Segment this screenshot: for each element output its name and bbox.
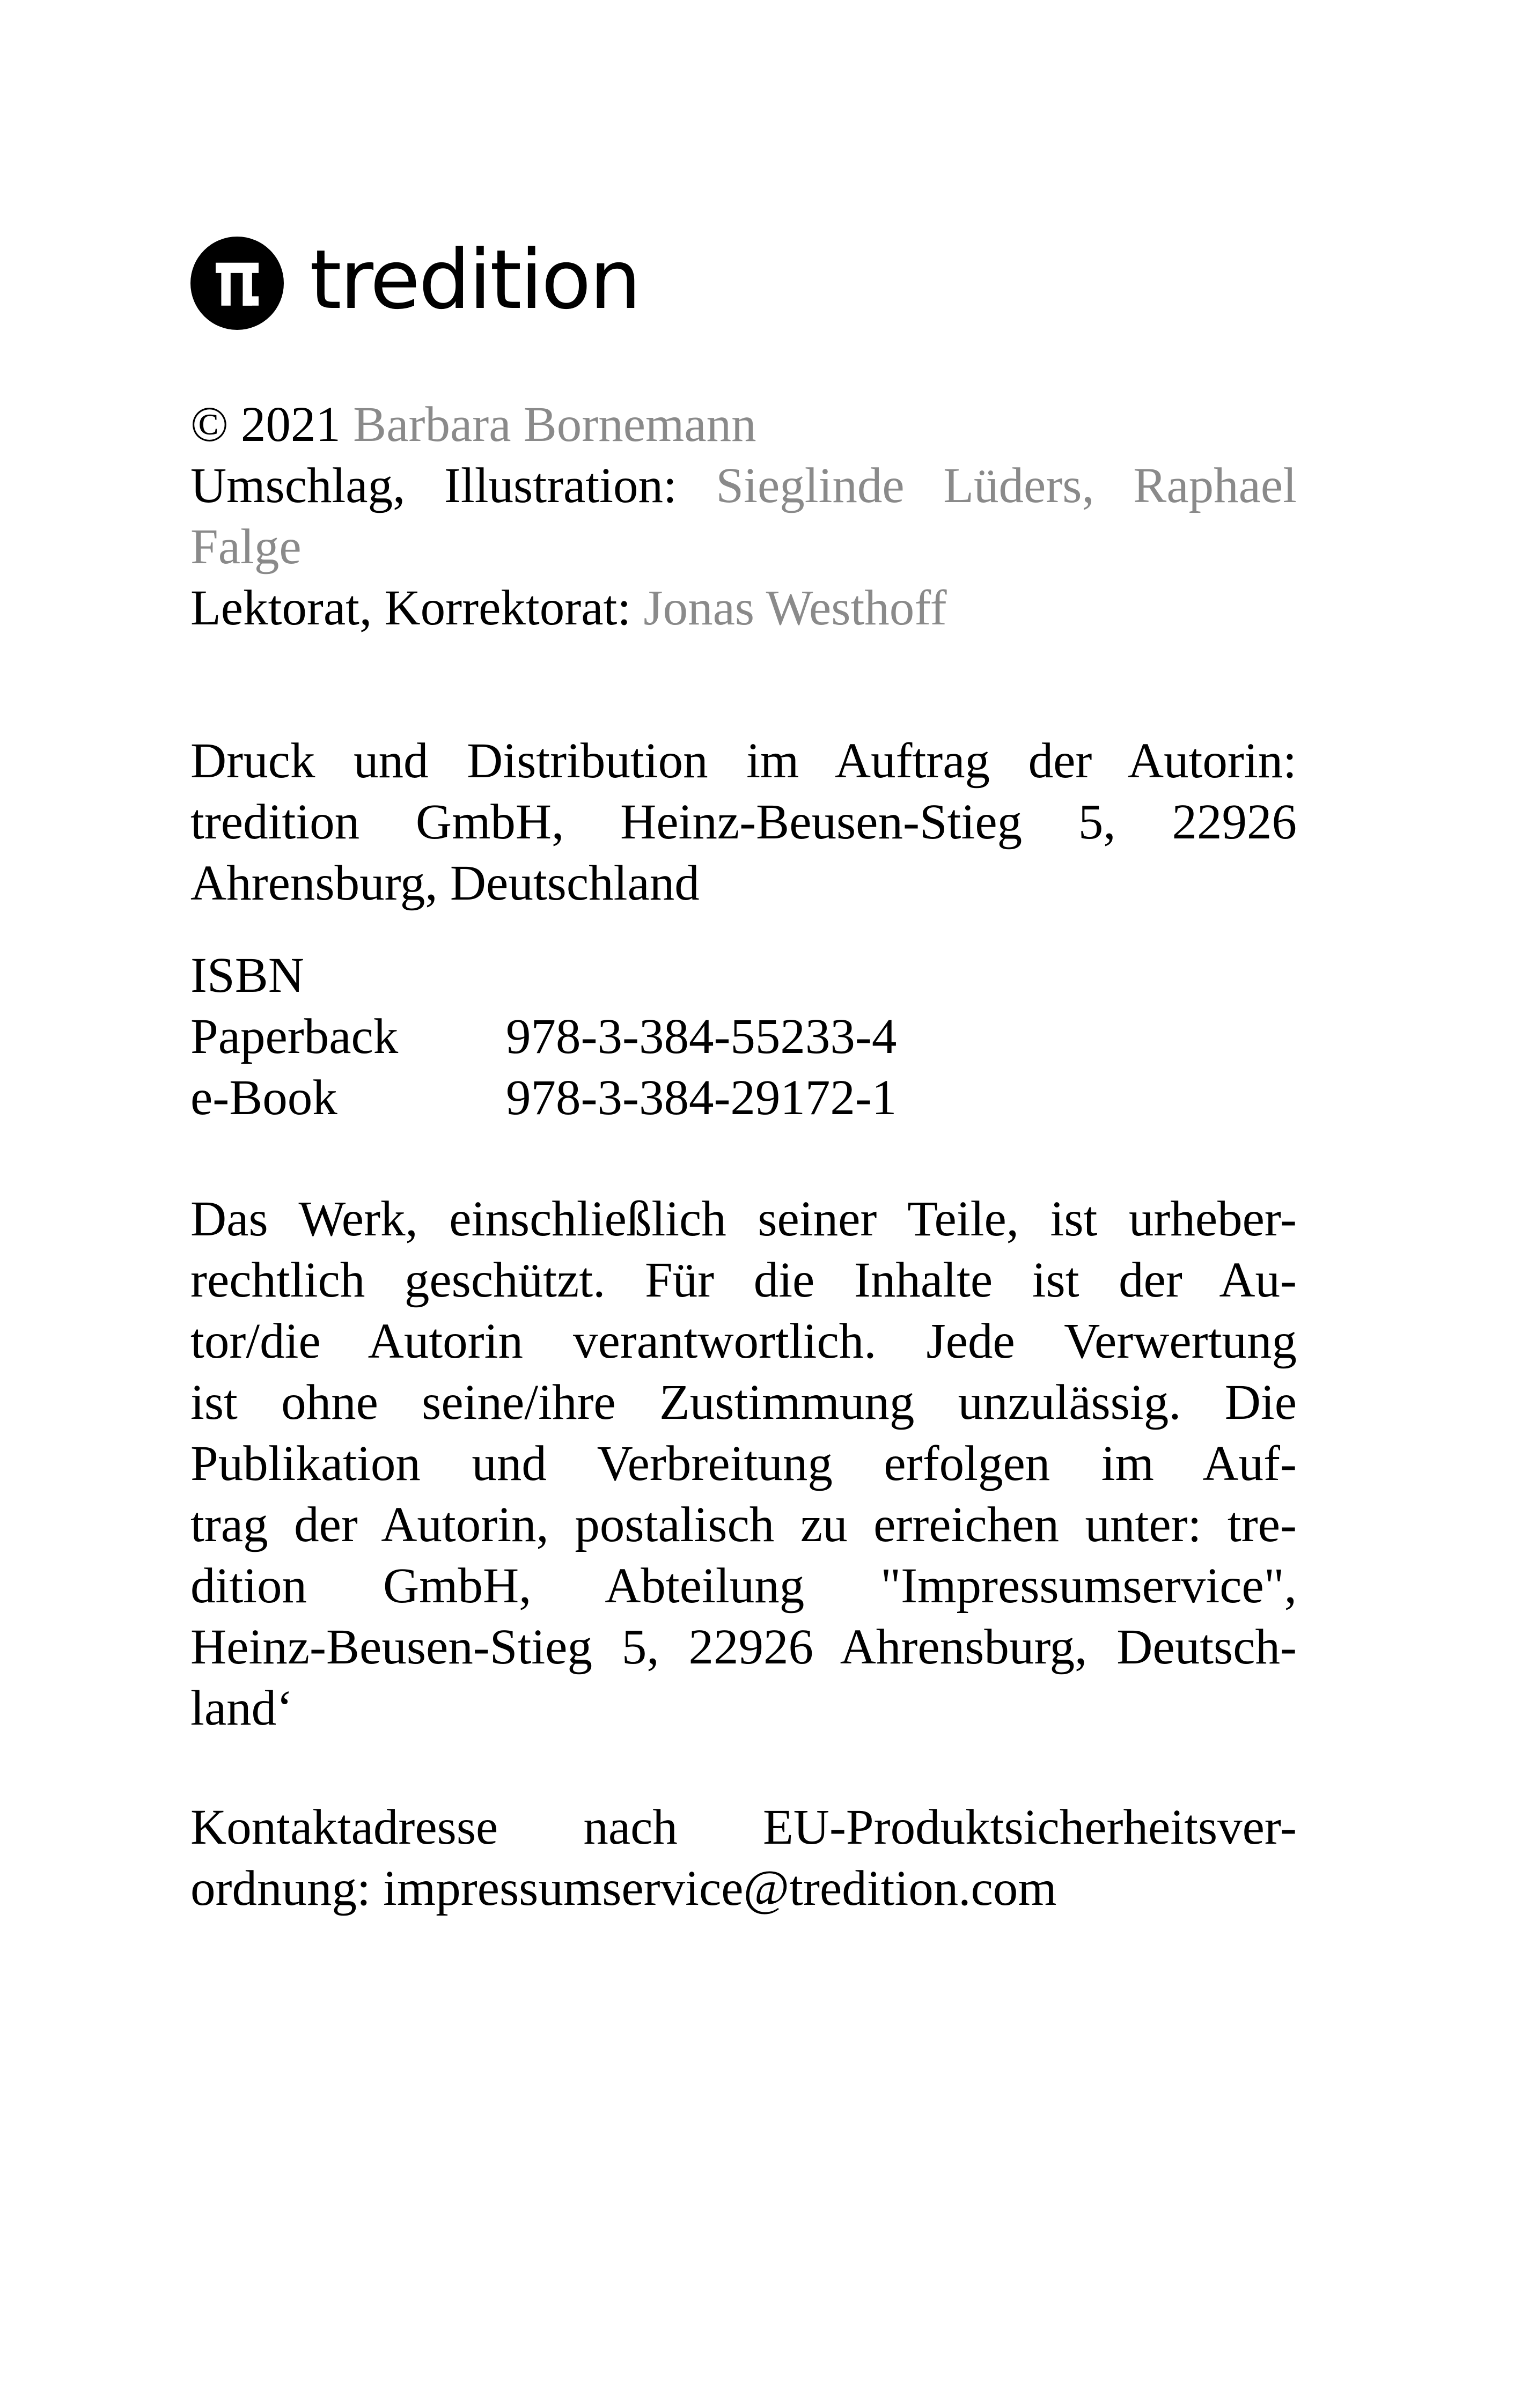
contact-block [190, 1797, 1297, 1919]
isbn-format: e-Book [190, 1070, 337, 1125]
copyright-year: © 2021 [190, 397, 341, 452]
isbn-block [190, 945, 1297, 1129]
isbn-row-ebook [190, 1067, 1297, 1129]
copyright-notice [190, 1189, 1297, 1739]
copyright-line [190, 394, 1297, 455]
notice-line: tor/die Autorin verantwortlich. Jede Verwertung [190, 1314, 1297, 1369]
printing-block [190, 731, 1297, 914]
isbn-heading: ISBN [190, 948, 304, 1003]
notice-line: Heinz-Beusen-Stieg 5, 22926 Ahrensburg, Deutsch- [190, 1619, 1297, 1675]
cover-credit-label: Umschlag, Illustration: [190, 458, 677, 513]
isbn-number: 978-3-384-55233-4 [506, 1009, 897, 1064]
notice-line: dition GmbH, Abteilung "Impressumservice", [190, 1558, 1297, 1614]
printing-line-1: Druck und Distribution im Auftrag der Autorin: [190, 733, 1297, 789]
isbn-format: Paperback [190, 1009, 399, 1064]
notice-line: Publikation und Verbreitung erfolgen im Auf- [190, 1436, 1297, 1491]
notice-line: ist ohne seine/ihre Zustimmung unzulässig. Die [190, 1375, 1297, 1430]
isbn-number: 978-3-384-29172-1 [506, 1070, 897, 1125]
tredition-logo-icon [190, 237, 284, 330]
cover-credit-names: Sieglinde Lüders, Raphael [716, 458, 1297, 513]
publisher-logo [190, 232, 640, 332]
printing-line-3: Ahrensburg, Deutschland [190, 856, 700, 911]
printing-line-2: tredition GmbH, Heinz-Beusen-Stieg 5, 22926 [190, 794, 1297, 850]
editing-credit-name: Jonas Westhoff [643, 580, 947, 636]
contact-line-2: ordnung: impressumservice@tredition.com [190, 1861, 1057, 1916]
notice-line: Das Werk, einschließlich seiner Teile, ist urheber- [190, 1191, 1297, 1247]
author-name: Barbara Bornemann [353, 397, 756, 452]
editing-credit-line [190, 578, 1297, 639]
publisher-wordmark: tredition [310, 232, 640, 327]
editing-credit-label: Lektorat, Korrektorat: [190, 580, 631, 636]
cover-credit-names-continued: Falge [190, 519, 302, 575]
notice-line: rechtlich geschützt. Für die Inhalte ist der Au- [190, 1253, 1297, 1308]
imprint-page [190, 0, 1297, 2408]
notice-line: trag der Autorin, postalisch zu erreichen unter: tre- [190, 1497, 1297, 1552]
notice-line: land‘ [190, 1681, 293, 1736]
credits-block [190, 394, 1297, 639]
cover-credit-line [190, 455, 1297, 517]
isbn-row-paperback [190, 1006, 1297, 1067]
contact-line-1: Kontaktadresse nach EU-Produktsicherheitsver- [190, 1800, 1297, 1855]
